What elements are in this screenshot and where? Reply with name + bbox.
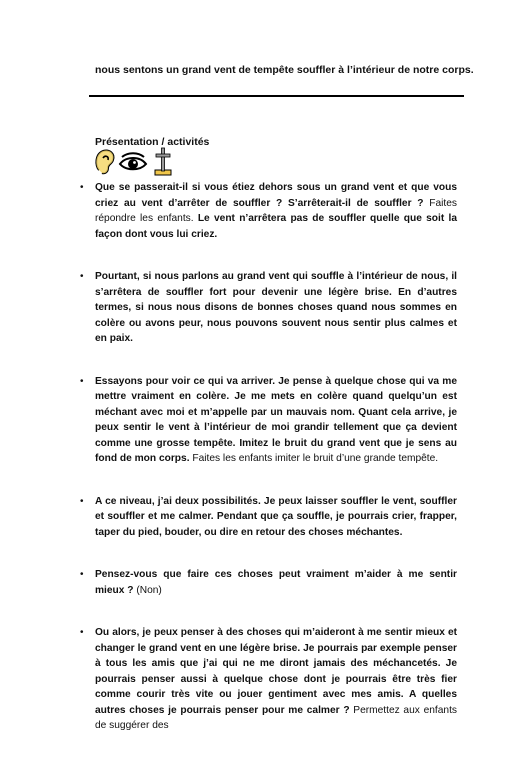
- item-text-bold: Ou alors, je peux penser à des choses qui m’aideront à me sentir mieux et changer le grand vent en une légère brise. Je pourrais par exemple penser à tous les amis que j’ai qui ne me diront jamais des méchancetés. Je pourrais penser aussi à quelque chose dont je pourrais être très fier comme courir très vite ou jouer gentiment avec mes amis. A quelles autres choses je pourrais penser pour me calmer ?: [95, 627, 457, 716]
- item-text-bold: A ce niveau, j’ai deux possibilités. Je peux laisser souffler le vent, souffler et souffler et me calmer. Pendant que ça souffle, je pourrais crier, frapper, taper du pied, bouder, ou dire en retour des choses méchantes.: [95, 495, 457, 538]
- list-item: [80, 374, 457, 467]
- item-text-bold: Le vent n’arrêtera pas de souffler quelle que soit la façon dont vous lui criez.: [95, 213, 457, 240]
- bullet-icon: •: [80, 495, 84, 507]
- activity-list: [80, 180, 457, 761]
- item-instruction: (Non): [133, 584, 162, 596]
- cross-icon: [155, 148, 171, 175]
- list-item: [80, 180, 457, 242]
- activity-icons: [93, 146, 173, 176]
- item-text-bold: Que se passerait-il si vous étiez dehors sous un grand vent et que vous criez au vent d’arrêter de souffler ? S’arrêterait-il de souffler ?: [95, 182, 457, 209]
- item-instruction: Permettez aux enfants de suggérer des: [95, 704, 457, 731]
- item-text-bold: Essayons pour voir ce qui va arriver. Je pense à quelque chose qui va me mettre vraiment en colère. Je me mets en colère quand quelqu’un est méchant avec moi et m’appelle par un mauvais nom. Quant cela arrive, je peux sentir le vent à l’intérieur de moi grandir tellement que ça devient comme une grosse tempête. Imitez le bruit du grand vent que je sens au fond de mon corps.: [95, 375, 457, 464]
- bullet-icon: •: [80, 627, 84, 638]
- list-item: [80, 567, 457, 598]
- section-title: Présentation / activités: [95, 136, 210, 148]
- header-line: nous sentons un grand vent de tempête souffler à l’intérieur de notre corps.: [95, 64, 474, 76]
- ear-icon: [96, 151, 113, 174]
- item-text-bold: Pensez-vous que faire ces choses peut vraiment m’aider à me sentir mieux ?: [95, 569, 457, 596]
- item-instruction: Faites répondre les enfants.: [95, 197, 457, 224]
- list-item: [80, 625, 457, 734]
- bullet-icon: •: [80, 569, 84, 580]
- bullet-icon: •: [80, 375, 84, 387]
- bullet-icon: •: [80, 271, 84, 282]
- item-instruction: Faites les enfants imiter le bruit d’une grande tempête.: [189, 453, 439, 464]
- bullet-icon: •: [80, 182, 84, 193]
- list-item: [80, 494, 457, 541]
- eye-icon: [120, 153, 146, 169]
- horizontal-rule: [89, 95, 464, 97]
- item-text-bold: Pourtant, si nous parlons au grand vent qui souffle à l’intérieur de nous, il s’arrêtera de souffler fort pour devenir une légère brise. En d’autres termes, si nous nous disons de bonnes choses quand nous sommes en colère ou avons peur, nous pouvons souvent nous sentir plus calmes et en paix.: [95, 271, 457, 344]
- list-item: [80, 269, 457, 347]
